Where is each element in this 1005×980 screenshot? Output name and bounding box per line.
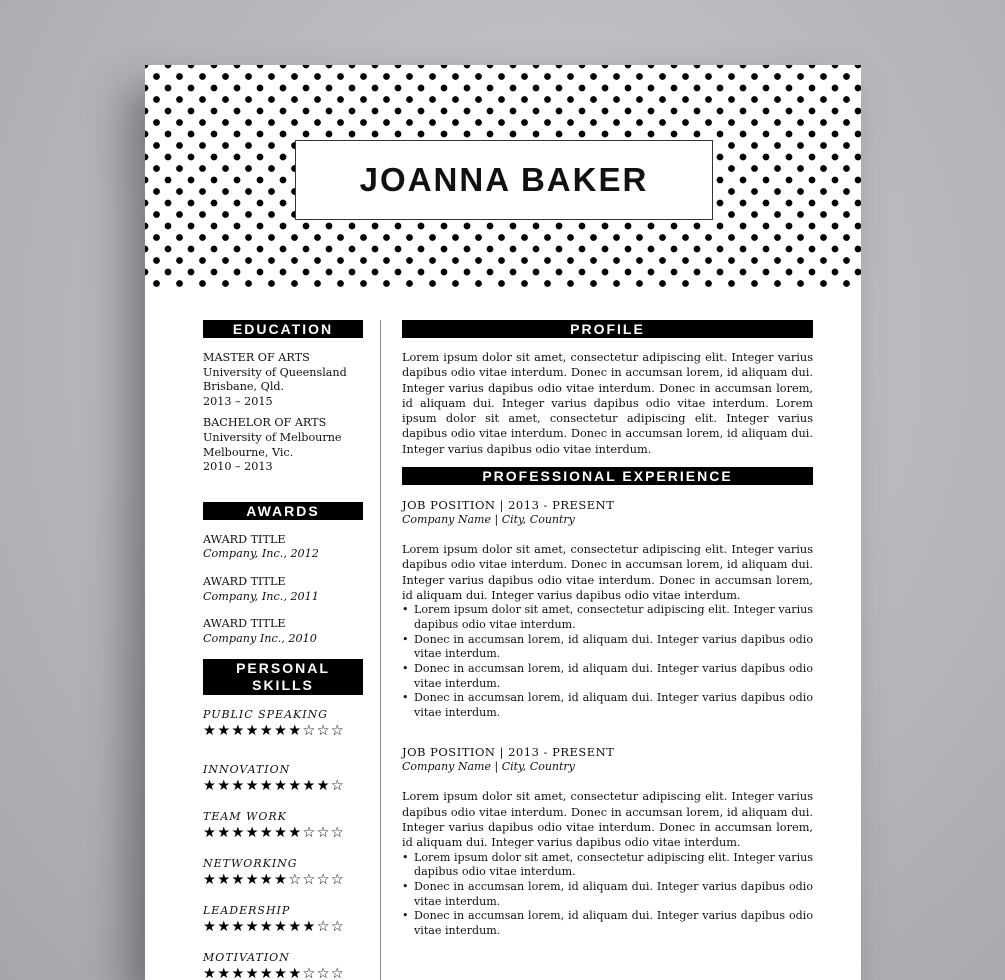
- skill-item: [203, 708, 363, 740]
- job-bullet: • Donec in accumsan lorem, id aliquam dui. Integer varius dapibus odio vitae interdum.: [402, 662, 813, 691]
- job-bullet: • Donec in accumsan lorem, id aliquam dui. Integer varius dapibus odio vitae interdum.: [402, 880, 813, 909]
- school: University of Queensland: [203, 365, 347, 379]
- job-bullet: • Lorem ipsum dolor sit amet, consectetur adipiscing elit. Integer varius dapibus odio vitae interdum.: [402, 603, 813, 632]
- star-rating: ★★★★★★★★★☆: [203, 778, 345, 795]
- job-summary: Lorem ipsum dolor sit amet, consectetur adipiscing elit. Integer varius dapibus odio vitae interdum. Donec in accumsan lorem, id aliquam dui. Integer varius dapibus odio vitae interdum. Donec in accumsan lorem, id aliquam dui. Integer varius dapibus odio vitae interdum.: [402, 790, 813, 850]
- location: Brisbane, Qld.: [203, 380, 285, 394]
- awards-heading: AWARDS: [203, 502, 363, 520]
- job-bullets: [402, 851, 813, 939]
- skill-name: INNOVATION: [203, 763, 291, 777]
- award-title: AWARD TITLE: [203, 532, 286, 546]
- award-detail: Company Inc., 2010: [203, 631, 317, 645]
- resume-page: [145, 65, 861, 980]
- star-rating: ★★★★★★★★☆☆: [203, 919, 345, 936]
- skills-list: [203, 708, 363, 980]
- candidate-name: JOANNA BAKER: [359, 161, 649, 198]
- award-title: AWARD TITLE: [203, 617, 286, 631]
- job-company: Company Name | City, Country: [402, 513, 575, 527]
- education-heading: EDUCATION: [203, 320, 363, 338]
- job-bullet: • Lorem ipsum dolor sit amet, consectetur adipiscing elit. Integer varius dapibus odio vitae interdum.: [402, 851, 813, 880]
- job-bullet: • Donec in accumsan lorem, id aliquam dui. Integer varius dapibus odio vitae interdum.: [402, 909, 813, 938]
- education-entry: [203, 351, 363, 409]
- job-bullet: • Donec in accumsan lorem, id aliquam dui. Integer varius dapibus odio vitae interdum.: [402, 691, 813, 720]
- job-bullet: • Donec in accumsan lorem, id aliquam dui. Integer varius dapibus odio vitae interdum.: [402, 633, 813, 662]
- skill-item: [203, 951, 363, 980]
- left-column: [203, 320, 363, 980]
- profile-text: Lorem ipsum dolor sit amet, consectetur adipiscing elit. Integer varius dapibus odio vitae interdum. Donec in accumsan lorem, id aliquam dui. Integer varius dapibus odio vitae interdum. Donec in accumsan lorem, id aliquam dui. Integer varius dapibus odio vitae interdum. Lorem ipsum dolor sit amet, consectetur adipiscing elit. Integer varius dapibus odio vitae interdum. Donec in accumsan lorem, id aliquam dui. Integer varius dapibus odio vitae interdum.: [402, 351, 813, 456]
- award-entry: [203, 617, 363, 646]
- skill-item: [203, 904, 363, 936]
- skill-name: TEAM WORK: [203, 810, 287, 824]
- award-entry: [203, 533, 363, 562]
- job-position: JOB POSITION | 2013 - PRESENT: [402, 745, 615, 760]
- skill-name: MOTIVATION: [203, 951, 290, 965]
- skills-heading: [203, 659, 363, 695]
- degree: MASTER OF ARTS: [203, 351, 310, 364]
- skill-name: PUBLIC SPEAKING: [203, 708, 329, 722]
- job-position: JOB POSITION | 2013 - PRESENT: [402, 498, 615, 513]
- skill-item: [203, 763, 363, 795]
- job-entry: [402, 498, 813, 720]
- years: 2013 – 2015: [203, 394, 273, 408]
- award-entry: [203, 575, 363, 604]
- star-rating: ★★★★★★☆☆☆☆: [203, 872, 345, 889]
- skill-name: LEADERSHIP: [203, 904, 291, 918]
- location: Melbourne, Vic.: [203, 445, 294, 459]
- skill-item: [203, 857, 363, 889]
- star-rating: ★★★★★★★☆☆☆: [203, 723, 345, 740]
- right-column: [402, 320, 813, 939]
- award-detail: Company, Inc., 2012: [203, 547, 319, 561]
- experience-heading: PROFESSIONAL EXPERIENCE: [402, 467, 813, 485]
- award-detail: Company, Inc., 2011: [203, 589, 319, 603]
- job-summary: Lorem ipsum dolor sit amet, consectetur adipiscing elit. Integer varius dapibus odio vitae interdum. Donec in accumsan lorem, id aliquam dui. Integer varius dapibus odio vitae interdum. Donec in accumsan lorem, id aliquam dui. Integer varius dapibus odio vitae interdum.: [402, 543, 813, 602]
- degree: BACHELOR OF ARTS: [203, 416, 327, 430]
- column-divider: [380, 320, 381, 980]
- award-title: AWARD TITLE: [203, 574, 286, 588]
- education-entry: [203, 416, 363, 474]
- skills-heading-line1: PERSONAL: [236, 660, 330, 677]
- skill-item: [203, 810, 363, 842]
- job-company: Company Name | City, Country: [402, 760, 575, 774]
- school: University of Melbourne: [203, 430, 342, 444]
- star-rating: ★★★★★★★☆☆☆: [203, 825, 345, 842]
- skills-heading-line2: SKILLS: [252, 677, 314, 694]
- years: 2010 – 2013: [203, 460, 273, 474]
- star-rating: ★★★★★★★☆☆☆: [203, 966, 345, 980]
- name-box: [295, 140, 713, 220]
- job-bullets: [402, 603, 813, 720]
- job-entry: [402, 745, 813, 938]
- profile-heading: PROFILE: [402, 320, 813, 338]
- skill-name: NETWORKING: [203, 857, 298, 871]
